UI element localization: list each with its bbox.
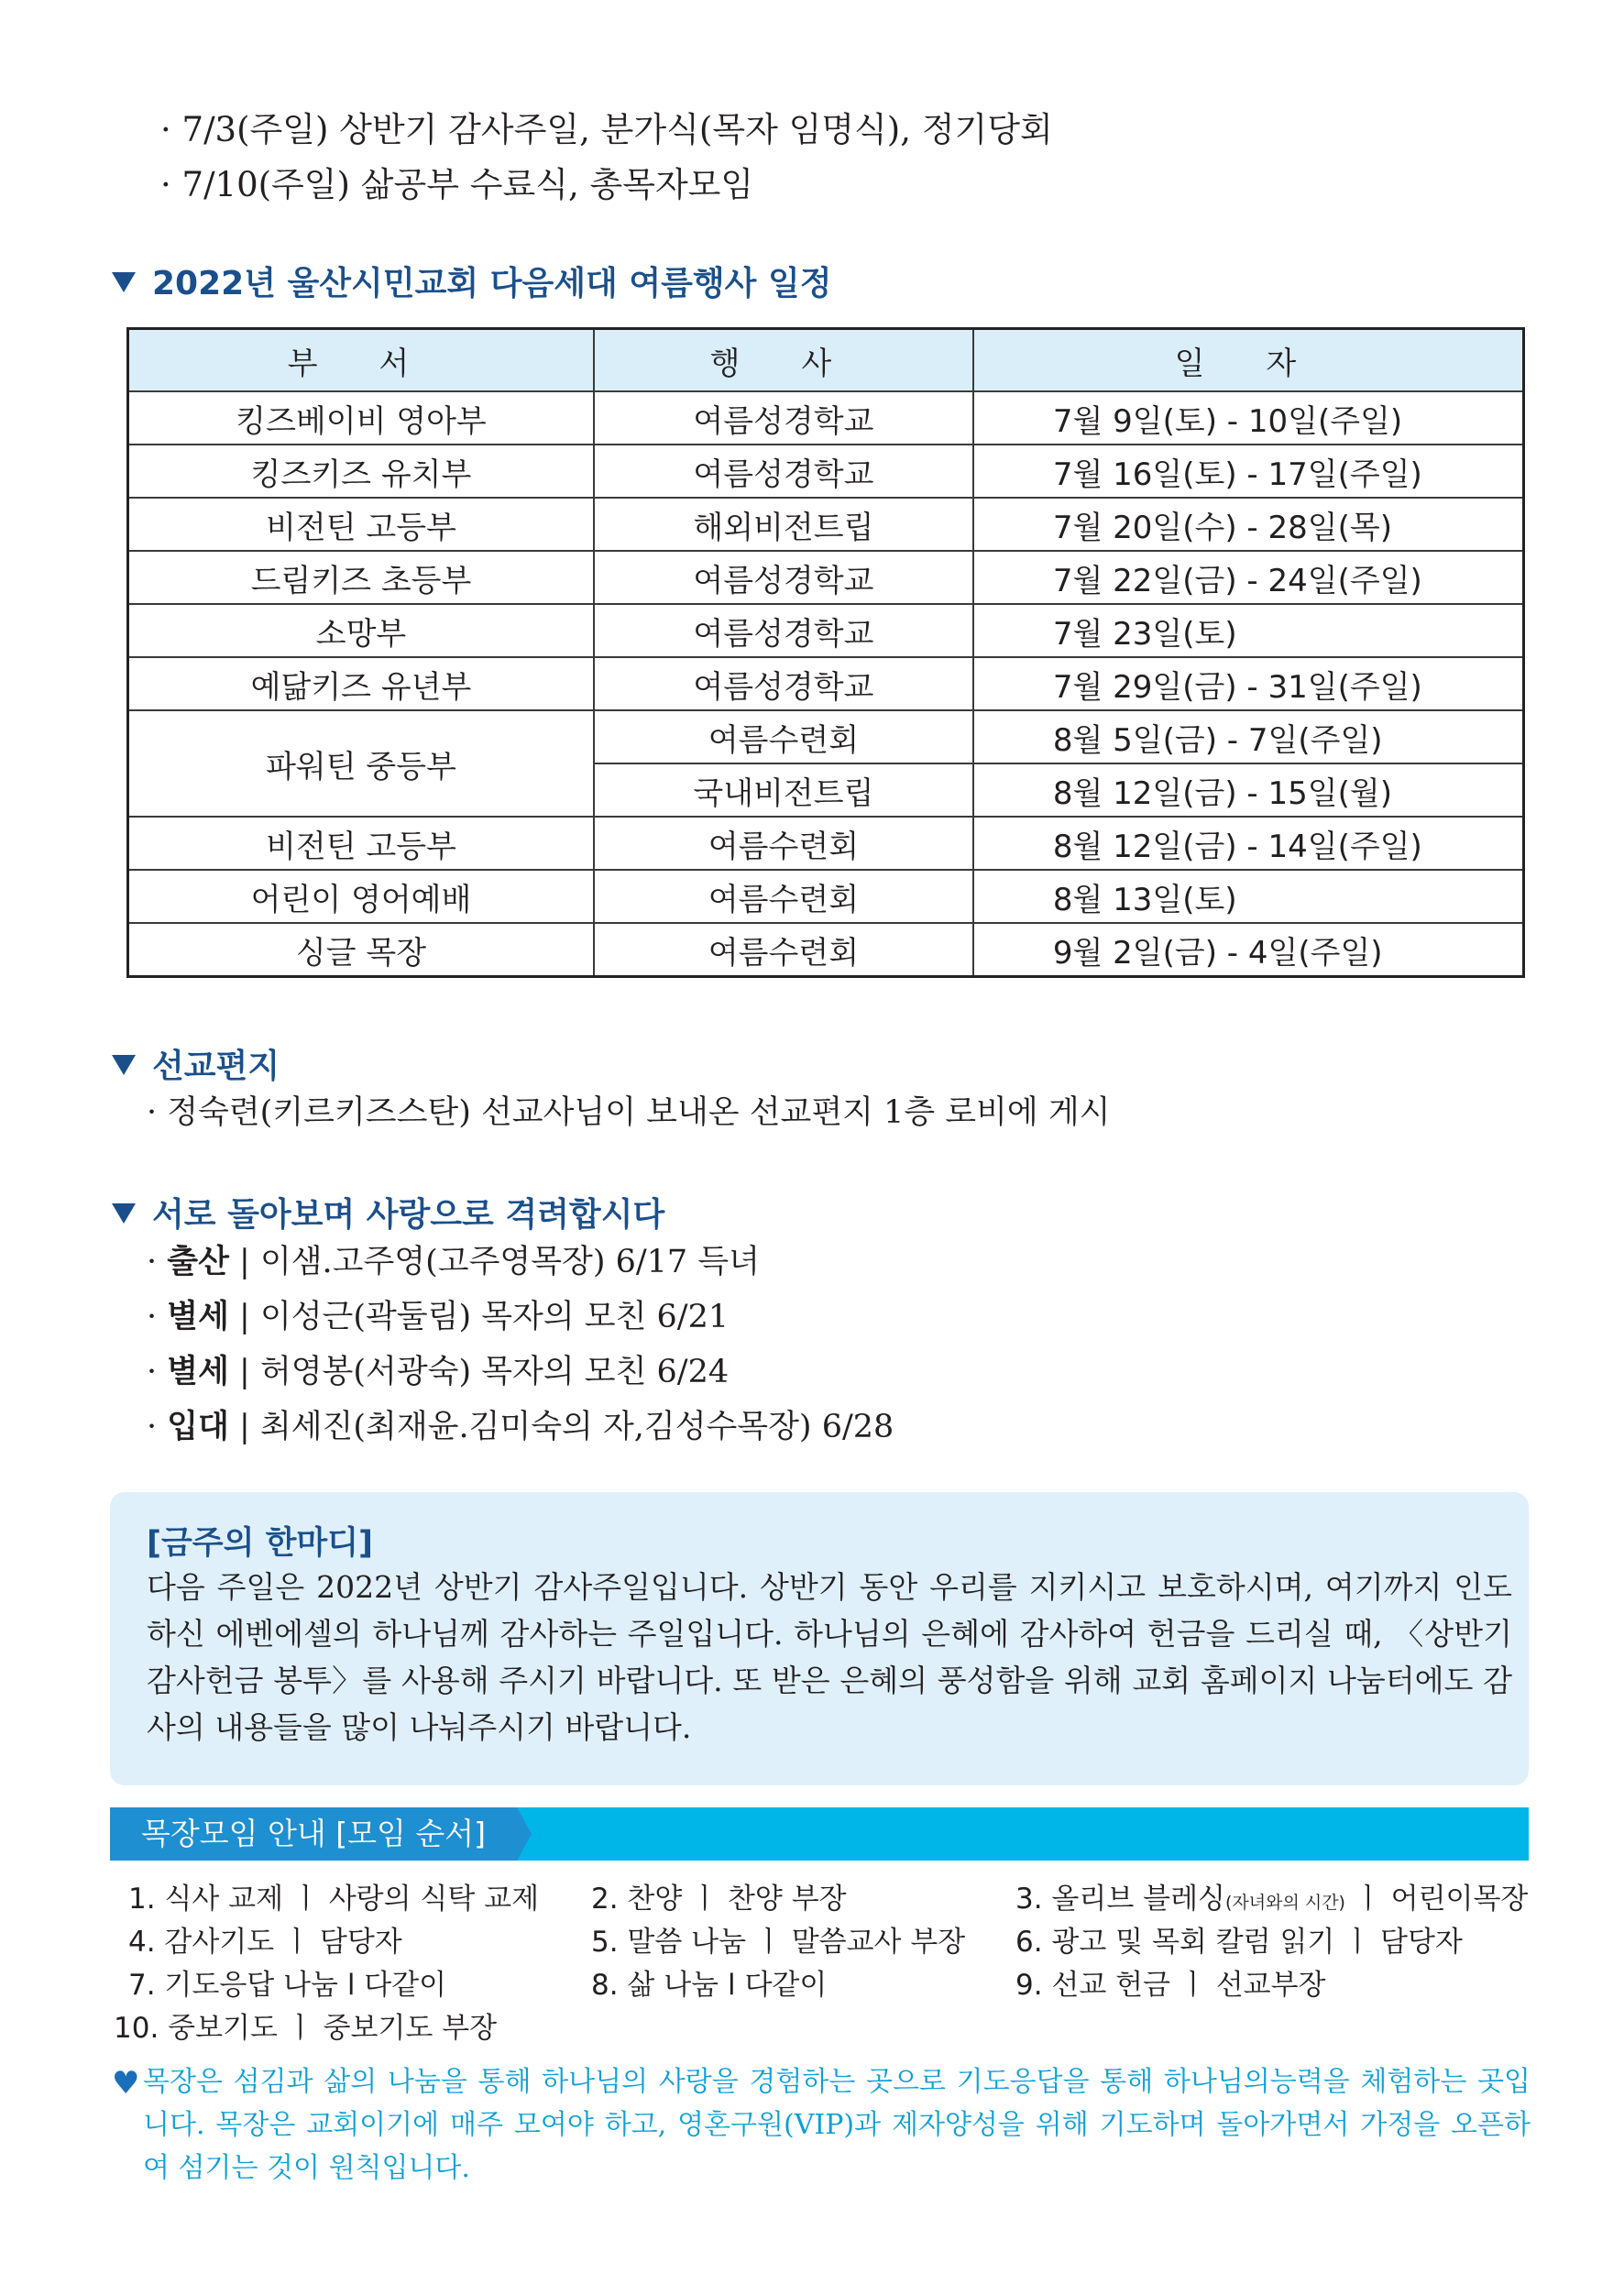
order-item: 7. 기도응답 나눔 l 다같이 xyxy=(128,1969,447,2002)
date-cell: 8월 12일(금) - 15일(월) xyxy=(973,763,1524,817)
table-row xyxy=(128,870,1524,923)
table-row xyxy=(128,498,1524,551)
date-cell: 7월 22일(금) - 24일(주일) xyxy=(973,551,1524,604)
order-item: 1. 식사 교제 ㅣ 사랑의 식탁 교제 xyxy=(128,1883,540,1916)
announcement-item: · 7/10(주일) 삶공부 수료식, 총목자모임 xyxy=(160,165,754,204)
triangle-down-icon xyxy=(112,1203,136,1224)
meeting-note xyxy=(112,2060,1531,2190)
event-cell: 여름성경학교 xyxy=(594,445,973,498)
event-cell: 여름수련회 xyxy=(594,923,973,977)
table-row xyxy=(128,391,1524,445)
event-cell: 여름수련회 xyxy=(594,870,973,923)
care-item: · 출산 | 이샘.고주영(고주영목장) 6/17 득녀 xyxy=(147,1244,760,1280)
mission-text: · 정숙련(키르키즈스탄) 선교사님이 보내온 선교편지 1층 로비에 게시 xyxy=(147,1094,1111,1131)
event-cell: 여름성경학교 xyxy=(594,551,973,604)
care-item: · 별세 | 허영봉(서광숙) 목자의 모친 6/24 xyxy=(147,1354,730,1390)
date-cell: 7월 9일(토) - 10일(주일) xyxy=(973,391,1524,445)
order-item: 2. 찬양 ㅣ 찬양 부장 xyxy=(591,1883,847,1916)
event-cell: 국내비전트립 xyxy=(594,763,973,817)
event-cell: 여름성경학교 xyxy=(594,604,973,657)
date-cell: 7월 16일(토) - 17일(주일) xyxy=(973,445,1524,498)
table-row xyxy=(128,445,1524,498)
header-event: 행 사 xyxy=(594,329,973,392)
date-cell: 7월 23일(토) xyxy=(973,604,1524,657)
care-item: · 별세 | 이성근(곽둘림) 목자의 모친 6/21 xyxy=(147,1299,730,1335)
order-item: 9. 선교 헌금 ㅣ 선교부장 xyxy=(1015,1969,1326,2002)
triangle-down-icon xyxy=(112,1055,136,1075)
table-row xyxy=(128,923,1524,977)
event-cell: 여름수련회 xyxy=(594,817,973,870)
date-cell: 8월 12일(금) - 14일(주일) xyxy=(973,817,1524,870)
dept-cell: 파워틴 중등부 xyxy=(128,710,595,817)
event-cell: 여름성경학교 xyxy=(594,391,973,445)
dept-cell: 싱글 목장 xyxy=(128,923,595,977)
summer-schedule-table xyxy=(126,327,1525,978)
event-cell: 여름성경학교 xyxy=(594,657,973,710)
weekly-word-body: 다음 주일은 2022년 상반기 감사주일입니다. 상반기 동안 우리를 지키시고 보호하시며, 여기까지 인도하신 에벤에셀의 하나님께 감사하는 주일입니다. 하나님의 은혜에 감사하여 헌금을 드리실 때, 〈상반기 감사헌금 봉투〉를 사용해 주시기 바랍니다. 또 받은 은혜의 풍성함을 위해 교회 홈페이지 나눔터에도 감사의 내용들을 많이 나눠주시기 바랍니다. xyxy=(147,1569,1512,1745)
meeting-banner-label: 목장모임 안내 [모임 순서] xyxy=(110,1807,517,1861)
meeting-banner xyxy=(110,1807,1529,1861)
event-cell: 해외비전트립 xyxy=(594,498,973,551)
order-item: 10. 중보기도 ㅣ 중보기도 부장 xyxy=(114,2012,498,2045)
table-row xyxy=(128,710,1524,763)
table-row xyxy=(128,604,1524,657)
dept-cell: 킹즈베이비 영아부 xyxy=(128,391,595,445)
date-cell: 8월 5일(금) - 7일(주일) xyxy=(973,710,1524,763)
table-row xyxy=(128,817,1524,870)
heart-icon: ♥ xyxy=(112,2065,140,2102)
care-heading: 서로 돌아보며 사랑으로 격려합시다 xyxy=(112,1189,664,1235)
header-date: 일 자 xyxy=(973,329,1524,392)
dept-cell: 예닮키즈 유년부 xyxy=(128,657,595,710)
schedule-heading: 2022년 울산시민교회 다음세대 여름행사 일정 xyxy=(112,258,832,304)
dept-cell: 소망부 xyxy=(128,604,595,657)
table-header-row xyxy=(128,329,1524,392)
date-cell: 8월 13일(토) xyxy=(973,870,1524,923)
date-cell: 7월 29일(금) - 31일(주일) xyxy=(973,657,1524,710)
event-cell: 여름수련회 xyxy=(594,710,973,763)
order-item: 8. 삶 나눔 l 다같이 xyxy=(591,1969,828,2002)
table-row xyxy=(128,551,1524,604)
header-dept: 부 서 xyxy=(128,329,595,392)
dept-cell: 킹즈키즈 유치부 xyxy=(128,445,595,498)
dept-cell: 비전틴 고등부 xyxy=(128,817,595,870)
date-cell: 7월 20일(수) - 28일(목) xyxy=(973,498,1524,551)
dept-cell: 드림키즈 초등부 xyxy=(128,551,595,604)
announcement-item: · 7/3(주일) 상반기 감사주일, 분가식(목자 임명식), 정기당회 xyxy=(160,110,1053,149)
care-item: · 입대 | 최세진(최재윤.김미숙의 자,김성수목장) 6/28 xyxy=(147,1409,894,1445)
date-cell: 9월 2일(금) - 4일(주일) xyxy=(973,923,1524,977)
dept-cell: 비전틴 고등부 xyxy=(128,498,595,551)
meeting-note-text: 목장은 섬김과 삶의 나눔을 통해 하나님의 사랑을 경험하는 곳으로 기도응답을 통해 하나님의능력을 체험하는 곳입니다. 목장은 교회이기에 매주 모여야 하고, 영혼구원(VIP)과 제자양성을 위해 기도하며 돌아가면서 가정을 오픈하여 섬기는 것이 원칙입니다. xyxy=(143,2066,1531,2184)
mission-heading: 선교편지 xyxy=(112,1040,280,1087)
triangle-down-icon xyxy=(112,272,136,292)
weekly-word-title: [금주의 한마디] xyxy=(147,1525,374,1562)
announcement-list xyxy=(160,103,1053,213)
order-item: 4. 감사기도 ㅣ 담당자 xyxy=(128,1926,402,1959)
weekly-word-box xyxy=(110,1492,1529,1785)
order-item: 5. 말씀 나눔 ㅣ 말씀교사 부장 xyxy=(591,1926,966,1959)
order-item: 3. 올리브 블레싱(자녀와의 시간) ㅣ 어린이목장 xyxy=(1015,1883,1529,1916)
order-item: 6. 광고 및 목회 칼럼 읽기 ㅣ 담당자 xyxy=(1015,1926,1463,1959)
dept-cell: 어린이 영어예배 xyxy=(128,870,595,923)
table-row xyxy=(128,657,1524,710)
